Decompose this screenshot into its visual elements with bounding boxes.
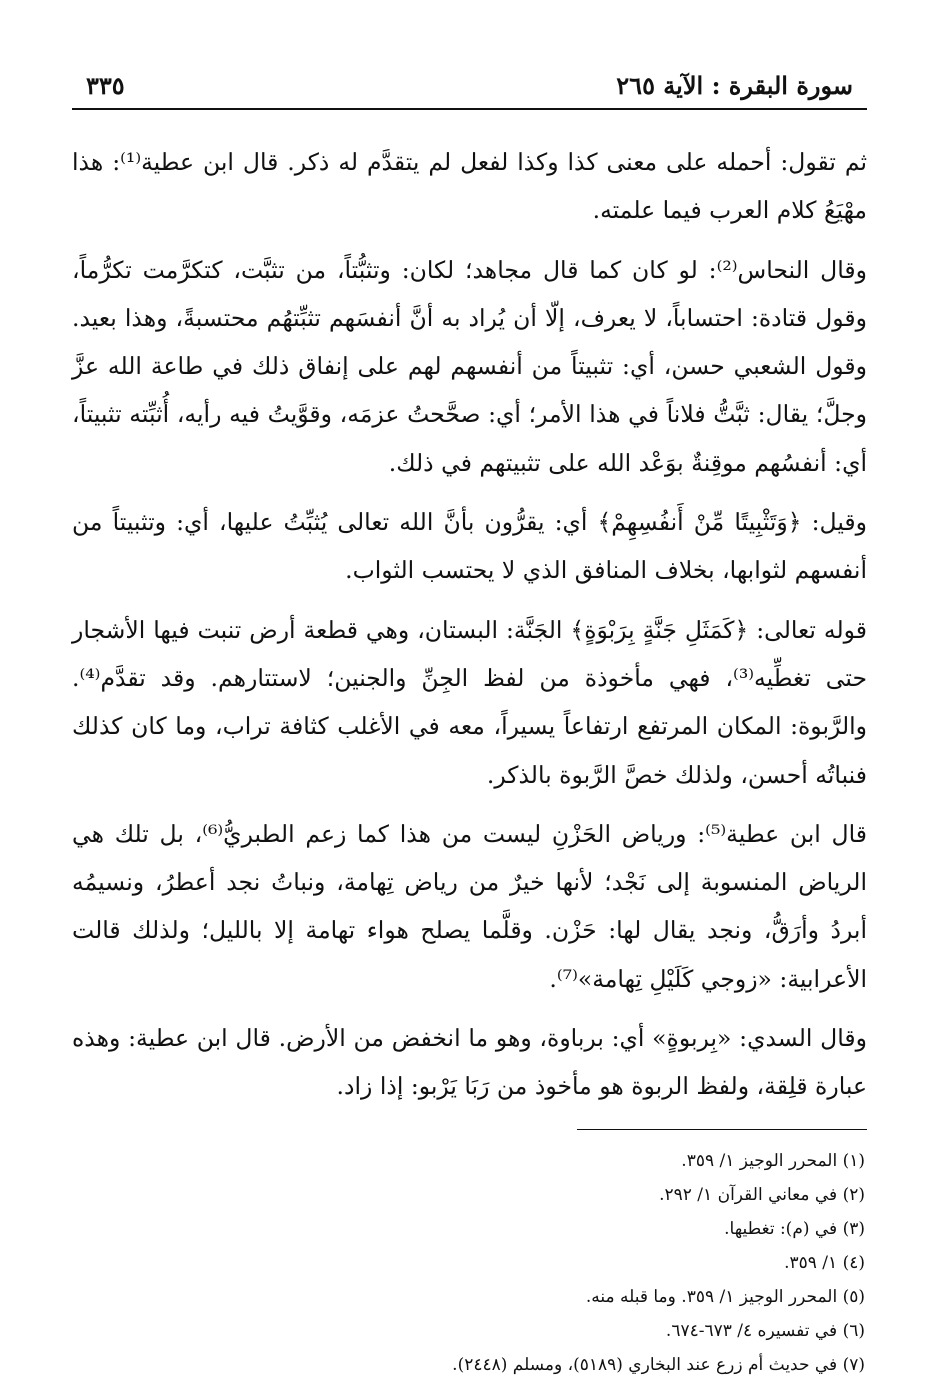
- page-number: ٣٣٥: [86, 71, 125, 100]
- running-header: [72, 60, 867, 100]
- footnotes: [72, 1144, 867, 1382]
- footnote: (٣) في (م): تغطيها.: [724, 1218, 865, 1239]
- paragraph: وقيل: ﴿وَتَثْبِيتًا مِّنْ أَنفُسِهِمْ﴾ أي: يقرُّون بأنَّ الله تعالى يُثبِّتُ عليها، أي: وتثبيتاً من أنفسهم لثوابها، بخلاف المنافق الذي لا يحتسب الثواب.: [72, 508, 867, 585]
- footnote: (٤) ١/ ٣٥٩.: [784, 1252, 865, 1273]
- header-title: سورة البقرة : الآية ٢٦٥: [616, 71, 853, 100]
- paragraph: ثم تقول: أحمله على معنى كذا وكذا لفعل لم يتقدَّم له ذكر. قال ابن عطية⁽¹⁾: هذا مهْيَعُ كلام العرب فيما علمته.: [72, 148, 867, 225]
- footnote: (١) المحرر الوجيز ١/ ٣٥٩.: [681, 1150, 865, 1171]
- paragraph: قوله تعالى: ﴿كَمَثَلِ جَنَّةٍ بِرَبْوَةٍ﴾ الجَنَّة: البستان، وهي قطعة أرض تنبت فيها الأشجار حتى تغطِّيه⁽³⁾، فهي مأخوذة من لفظ الجِنِّ والجنين؛ لاستتارهم. وقد تقدَّم⁽⁴⁾. والرَّبوة: المكان المرتفع ارتفاعاً يسيراً، معه في الأغلب كثافة تراب، وما كان كذلك فنباتُه أحسن، ولذلك خصَّ الرَّبوة بالذكر.: [72, 615, 867, 789]
- footnote: (٢) في معاني القرآن ١/ ٢٩٢.: [659, 1184, 865, 1205]
- header-rule: [72, 108, 867, 110]
- footnote: (٦) في تفسيره ٤/ ٦٧٣-٦٧٤.: [665, 1320, 865, 1341]
- paragraph: قال ابن عطية⁽⁵⁾: ورياض الحَزْنِ ليست من هذا كما زعم الطبريُّ⁽⁶⁾، بل تلك هي الرياض المنسوبة إلى نَجْد؛ لأنها خيرٌ من رياض تِهامة، ونباتُ نجد أعطرُ، ونسيمُه أبردُ وأرَقُّ، ونجد يقال لها: حَزْن. وقلَّما يصلح هواء تهامة إلا بالليل؛ ولذلك قالت الأعرابية: «زوجي كَلَيْلِ تِهامة»⁽⁷⁾.: [72, 819, 867, 993]
- main-text: [72, 138, 867, 1111]
- paragraph: وقال السدي: «بِربوةٍ» أي: برباوة، وهو ما انخفض من الأرض. قال ابن عطية: وهذه عبارة قلِقة، ولفظ الربوة هو مأخوذ من رَبَا يَرْبو: إذا زاد.: [72, 1024, 867, 1101]
- footnote: (٧) في حديث أم زرع عند البخاري (٥١٨٩)، ومسلم (٢٤٤٨).: [452, 1354, 865, 1375]
- footnote-separator: [577, 1129, 867, 1130]
- footnote: (٥) المحرر الوجيز ١/ ٣٥٩. وما قبله منه.: [585, 1286, 865, 1307]
- paragraph: وقال النحاس⁽²⁾: لو كان كما قال مجاهد؛ لكان: وتثبُّتاً، من تثبَّت، كتكرَّمت تكرُّماً، وقول قتادة: احتساباً، لا يعرف، إلّا أن يُراد به أنَّ أنفسَهم تثبِّتهُم محتسبةً، وهذا بعيد. وقول الشعبي حسن، أي: تثبيتاً من أنفسهم لهم على إنفاق ذلك في طاعة الله عزَّ وجلَّ؛ يقال: ثبَّتُّ فلاناً في هذا الأمر؛ أي: صحَّحتُ عزمَه، وقوَّيتُ فيه رأيه، أُثبِّته تثبيتاً، أي: أنفسُهم موقِنةٌ بوَعْد الله على تثبيتهم في ذلك.: [72, 255, 867, 477]
